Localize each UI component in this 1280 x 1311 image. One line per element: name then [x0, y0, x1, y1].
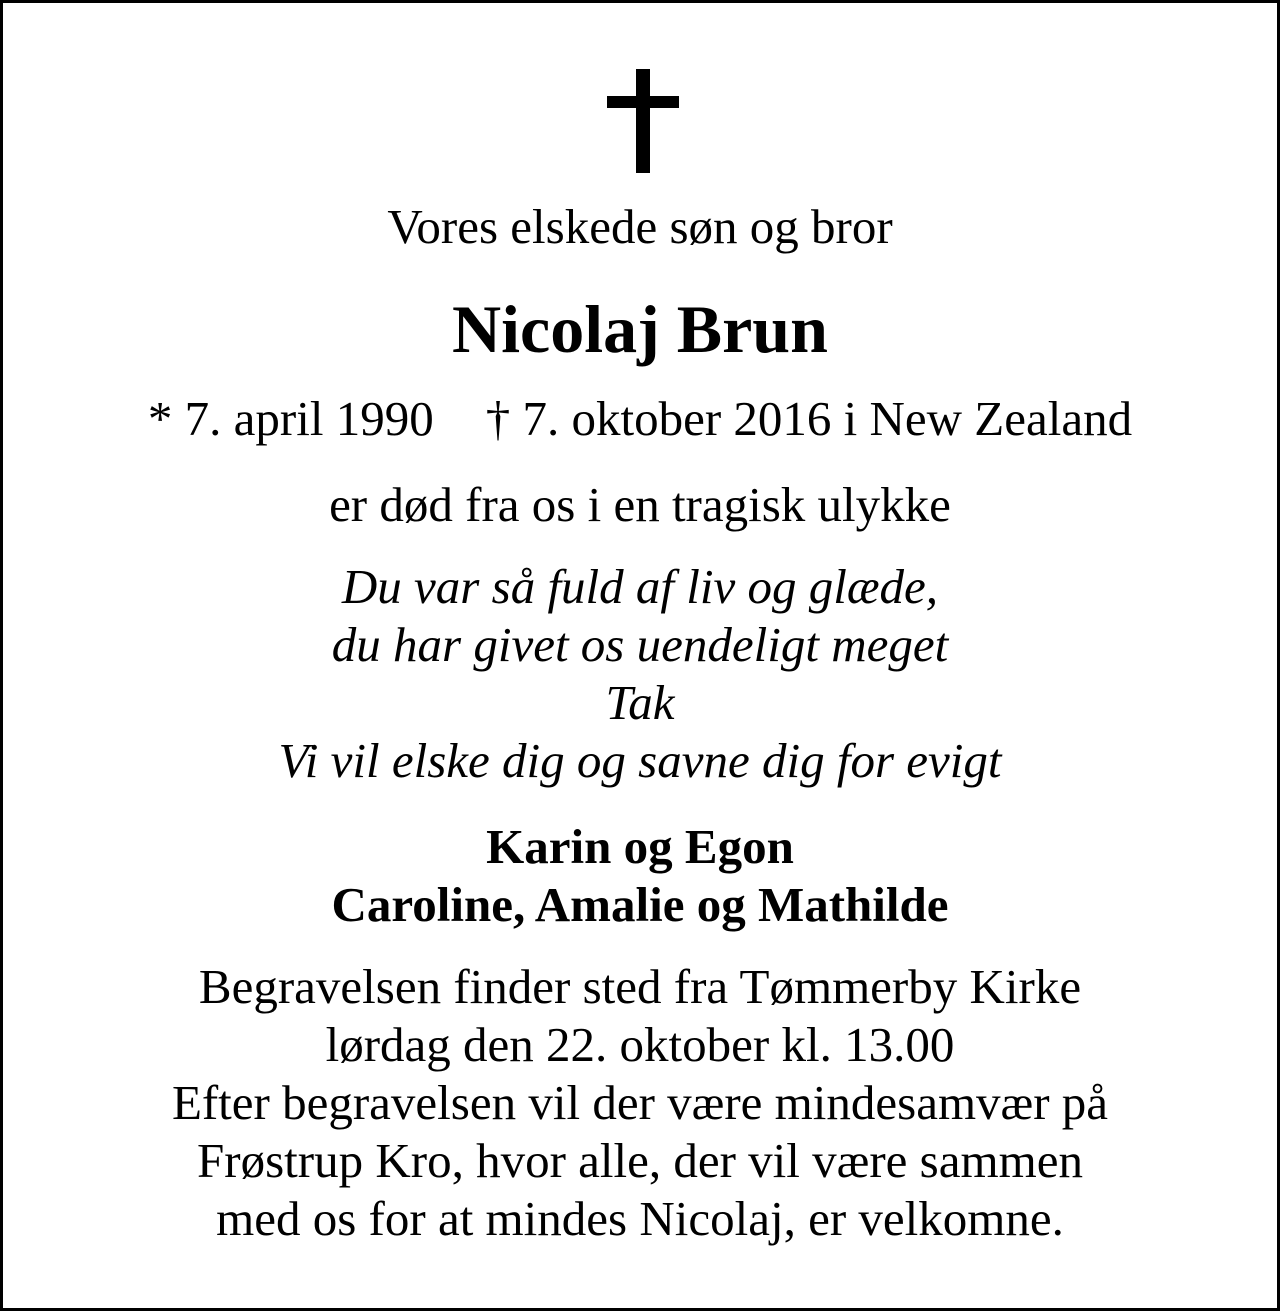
death-date: † 7. oktober 2016 i New Zealand — [485, 391, 1133, 446]
verse-line: Du var så fuld af liv og glæde, — [341, 559, 939, 614]
family-line: Karin og Egon — [486, 819, 794, 874]
death-message: er død fra os i en tragisk ulykke — [329, 477, 951, 532]
family-line: Caroline, Amalie og Mathilde — [331, 877, 949, 932]
verse-line: Vi vil elske dig og savne dig for evigt — [278, 733, 1002, 788]
birth-date: * 7. april 1990 — [147, 391, 434, 446]
memorial-verse — [3, 558, 1277, 790]
life-dates — [3, 389, 1277, 449]
intro-text: Vores elskede søn og bror — [387, 199, 893, 254]
funeral-line: med os for at mindes Nicolaj, er velkomne. — [216, 1191, 1064, 1246]
verse-line: Tak — [605, 675, 675, 730]
funeral-line: lørdag den 22. oktober kl. 13.00 — [325, 1017, 955, 1072]
verse-line: du har givet os uendeligt meget — [331, 617, 949, 672]
funeral-line: Frøstrup Kro, hvor alle, der vil være sammen — [197, 1133, 1083, 1188]
funeral-line: Begravelsen finder sted fra Tømmerby Kirke — [198, 959, 1082, 1014]
funeral-line: Efter begravelsen vil der være mindesamvær på — [171, 1075, 1109, 1130]
deceased-name: Nicolaj Brun — [452, 291, 828, 367]
family-signature — [3, 818, 1277, 934]
funeral-details — [3, 958, 1277, 1248]
cross-icon — [607, 69, 679, 173]
